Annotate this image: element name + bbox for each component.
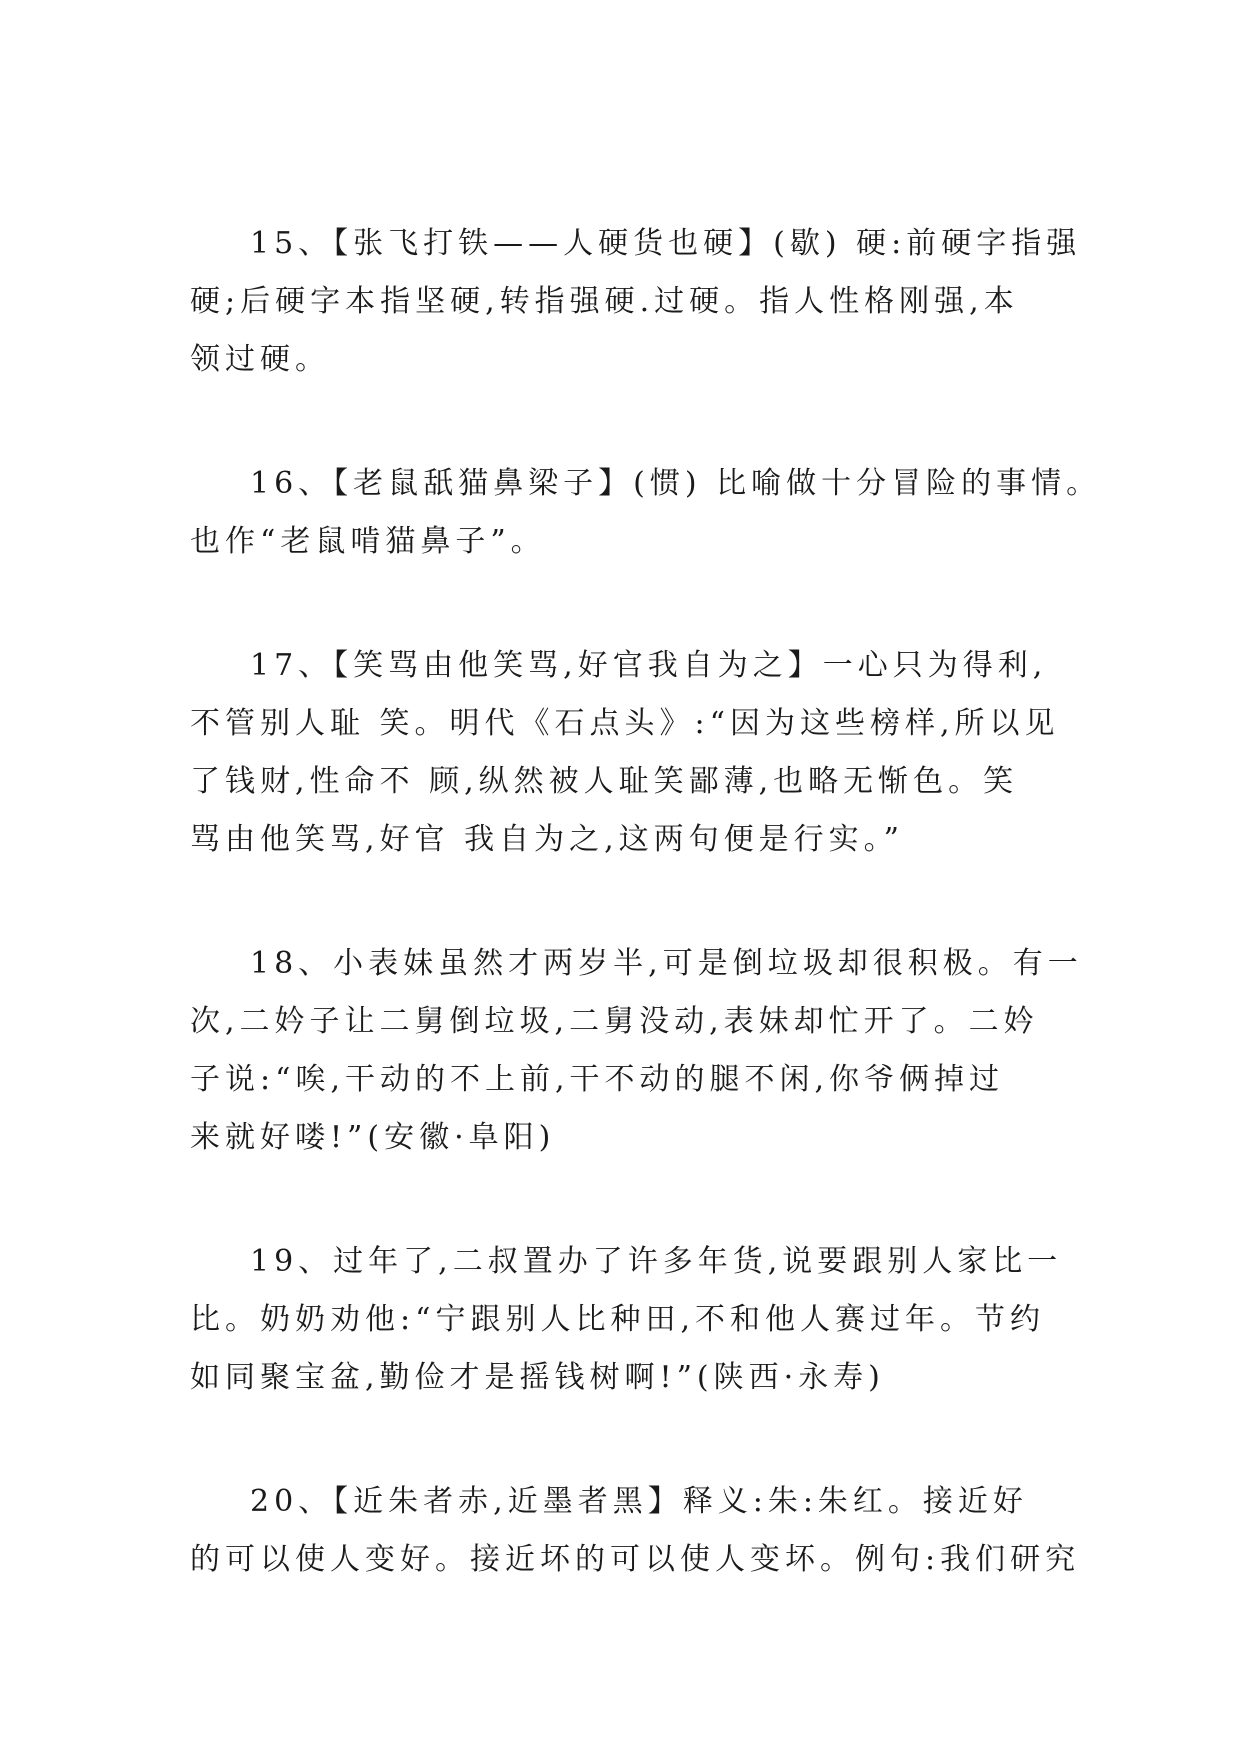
document-page — [190, 215, 1102, 1655]
text-line: 20、【近朱者赤,近墨者黑】释义:朱:朱红。接近好 — [250, 1484, 1028, 1519]
paragraph-17 — [190, 637, 1060, 869]
paragraph-18 — [190, 935, 1083, 1167]
text-line: 19、过年了,二叔置办了许多年货,说要跟别人家比一 — [250, 1244, 1063, 1279]
text-line: 子说:“唉,干动的不上前,干不动的腿不闲,你爷俩掉过 — [190, 1062, 1005, 1097]
paragraph-19 — [190, 1233, 1063, 1407]
paragraph-15 — [190, 215, 1082, 389]
text-line: 比。奶奶劝他:“宁跟别人比种田,不和他人赛过年。节约 — [190, 1302, 1045, 1337]
text-line: 了钱财,性命不 顾,纵然被人耻笑鄙薄,也略无惭色。笑 — [190, 764, 1019, 799]
text-line: 次,二妗子让二舅倒垃圾,二舅没动,表妹却忙开了。二妗 — [190, 1004, 1039, 1039]
text-line: 如同聚宝盆,勤俭才是摇钱树啊!”(陕西·永寿) — [190, 1360, 885, 1395]
text-line: 15、【张飞打铁——人硬货也硬】(歇) 硬:前硬字指强 — [250, 226, 1082, 261]
text-line: 骂由他笑骂,好官 我自为之,这两句便是行实。” — [190, 822, 904, 857]
text-line: 硬;后硬字本指坚硬,转指强硬.过硬。指人性格刚强,本 — [190, 284, 1019, 319]
paragraph-16 — [190, 455, 1102, 571]
text-line: 来就好喽!”(安徽·阜阳) — [190, 1120, 556, 1155]
text-line: 也作“老鼠啃猫鼻子”。 — [190, 524, 546, 559]
text-line: 不管别人耻 笑。明代《石点头》:“因为这些榜样,所以见 — [190, 706, 1060, 741]
text-line: 17、【笑骂由他笑骂,好官我自为之】一心只为得利, — [250, 648, 1048, 683]
text-line: 领过硬。 — [190, 342, 330, 377]
paragraph-20 — [190, 1473, 1081, 1589]
text-line: 的可以使人变好。接近坏的可以使人变坏。例句:我们研究 — [190, 1542, 1081, 1577]
text-line: 16、【老鼠舐猫鼻梁子】(惯) 比喻做十分冒险的事情。 — [250, 466, 1102, 501]
text-line: 18、小表妹虽然才两岁半,可是倒垃圾却很积极。有一 — [250, 946, 1083, 981]
